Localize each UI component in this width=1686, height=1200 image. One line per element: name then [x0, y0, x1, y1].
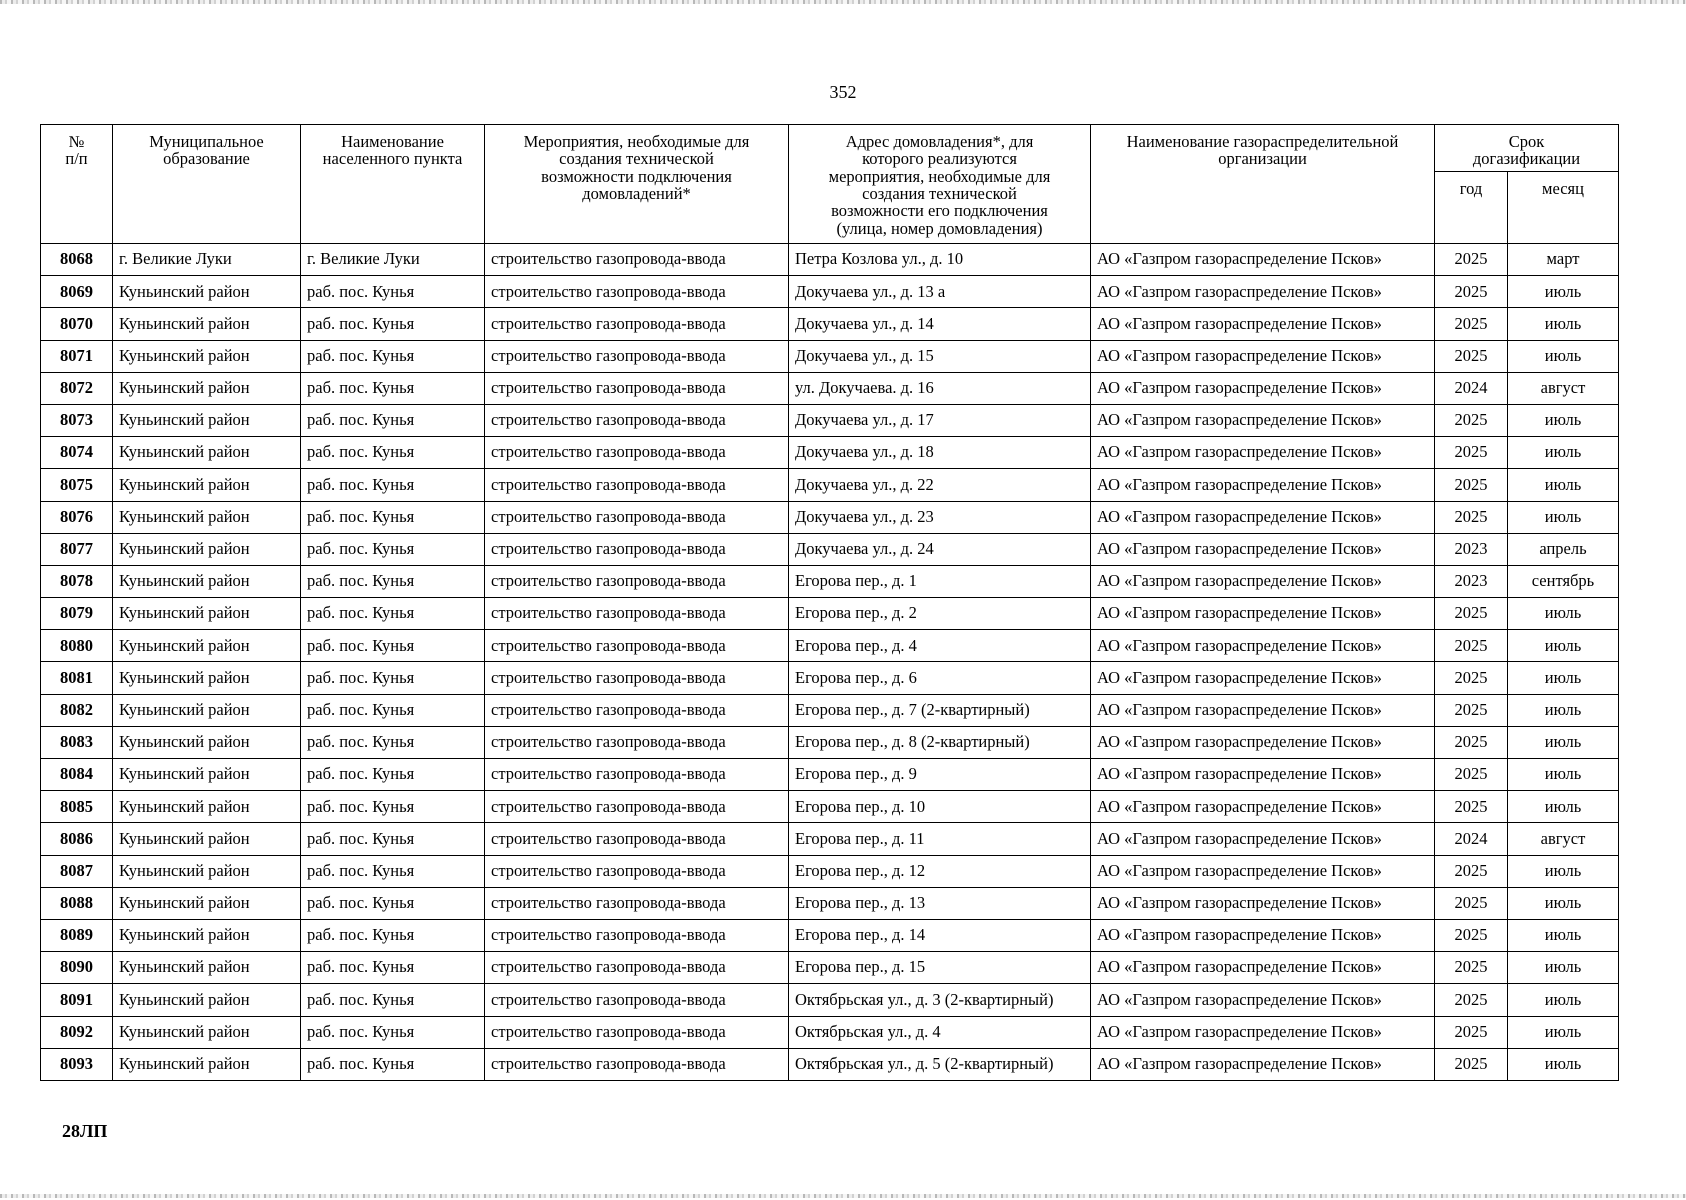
cell-num: 8074 [41, 437, 113, 469]
cell-measures: строительство газопровода-ввода [485, 726, 789, 758]
cell-municipality: Куньинский район [113, 952, 301, 984]
cell-settlement: раб. пос. Кунья [301, 887, 485, 919]
cell-num: 8082 [41, 694, 113, 726]
cell-month: июль [1508, 919, 1619, 951]
cell-organization: АО «Газпром газораспределение Псков» [1091, 630, 1435, 662]
cell-settlement: г. Великие Луки [301, 244, 485, 276]
cell-year: 2023 [1435, 565, 1508, 597]
cell-address: Егорова пер., д. 13 [789, 887, 1091, 919]
cell-organization: АО «Газпром газораспределение Псков» [1091, 726, 1435, 758]
table-row [41, 276, 1619, 308]
cell-month: август [1508, 823, 1619, 855]
cell-month: июль [1508, 469, 1619, 501]
cell-settlement: раб. пос. Кунья [301, 565, 485, 597]
cell-measures: строительство газопровода-ввода [485, 437, 789, 469]
cell-settlement: раб. пос. Кунья [301, 1048, 485, 1080]
cell-municipality: Куньинский район [113, 630, 301, 662]
cell-settlement: раб. пос. Кунья [301, 340, 485, 372]
cell-measures: строительство газопровода-ввода [485, 565, 789, 597]
cell-settlement: раб. пос. Кунья [301, 726, 485, 758]
cell-year: 2025 [1435, 630, 1508, 662]
cell-municipality: Куньинский район [113, 404, 301, 436]
cell-municipality: Куньинский район [113, 823, 301, 855]
cell-settlement: раб. пос. Кунья [301, 501, 485, 533]
cell-municipality: Куньинский район [113, 469, 301, 501]
cell-month: июль [1508, 437, 1619, 469]
cell-measures: строительство газопровода-ввода [485, 404, 789, 436]
cell-address: Докучаева ул., д. 13 а [789, 276, 1091, 308]
cell-municipality: Куньинский район [113, 1048, 301, 1080]
gasification-table [40, 124, 1619, 1081]
cell-settlement: раб. пос. Кунья [301, 276, 485, 308]
cell-address: ул. Докучаева. д. 16 [789, 372, 1091, 404]
cell-organization: АО «Газпром газораспределение Псков» [1091, 823, 1435, 855]
cell-year: 2025 [1435, 952, 1508, 984]
table-row [41, 694, 1619, 726]
cell-address: Егорова пер., д. 10 [789, 791, 1091, 823]
cell-municipality: Куньинский район [113, 759, 301, 791]
cell-measures: строительство газопровода-ввода [485, 308, 789, 340]
cell-address: Докучаева ул., д. 24 [789, 533, 1091, 565]
cell-municipality: Куньинский район [113, 340, 301, 372]
cell-address: Егорова пер., д. 7 (2-квартирный) [789, 694, 1091, 726]
cell-month: июль [1508, 308, 1619, 340]
cell-year: 2025 [1435, 437, 1508, 469]
cell-settlement: раб. пос. Кунья [301, 437, 485, 469]
cell-num: 8081 [41, 662, 113, 694]
cell-organization: АО «Газпром газораспределение Псков» [1091, 694, 1435, 726]
cell-organization: АО «Газпром газораспределение Псков» [1091, 404, 1435, 436]
cell-organization: АО «Газпром газораспределение Псков» [1091, 533, 1435, 565]
cell-num: 8084 [41, 759, 113, 791]
header-year: год [1435, 172, 1508, 244]
table-row [41, 308, 1619, 340]
cell-year: 2025 [1435, 244, 1508, 276]
cell-num: 8071 [41, 340, 113, 372]
cell-month: сентябрь [1508, 565, 1619, 597]
cell-num: 8093 [41, 1048, 113, 1080]
cell-organization: АО «Газпром газораспределение Псков» [1091, 598, 1435, 630]
cell-organization: АО «Газпром газораспределение Псков» [1091, 984, 1435, 1016]
cell-year: 2025 [1435, 598, 1508, 630]
cell-address: Докучаева ул., д. 14 [789, 308, 1091, 340]
cell-settlement: раб. пос. Кунья [301, 469, 485, 501]
cell-municipality: г. Великие Луки [113, 244, 301, 276]
cell-address: Егорова пер., д. 2 [789, 598, 1091, 630]
cell-settlement: раб. пос. Кунья [301, 694, 485, 726]
cell-address: Егорова пер., д. 11 [789, 823, 1091, 855]
cell-year: 2024 [1435, 823, 1508, 855]
cell-municipality: Куньинский район [113, 437, 301, 469]
cell-address: Петра Козлова ул., д. 10 [789, 244, 1091, 276]
cell-organization: АО «Газпром газораспределение Псков» [1091, 952, 1435, 984]
cell-organization: АО «Газпром газораспределение Псков» [1091, 565, 1435, 597]
cell-municipality: Куньинский район [113, 598, 301, 630]
cell-month: июль [1508, 887, 1619, 919]
cell-month: июль [1508, 855, 1619, 887]
cell-settlement: раб. пос. Кунья [301, 919, 485, 951]
cell-month: июль [1508, 501, 1619, 533]
scan-edge-bottom [0, 1194, 1686, 1198]
table-row [41, 598, 1619, 630]
cell-month: июль [1508, 1016, 1619, 1048]
cell-address: Докучаева ул., д. 23 [789, 501, 1091, 533]
cell-settlement: раб. пос. Кунья [301, 791, 485, 823]
table-row [41, 244, 1619, 276]
cell-measures: строительство газопровода-ввода [485, 244, 789, 276]
cell-address: Докучаева ул., д. 22 [789, 469, 1091, 501]
cell-num: 8079 [41, 598, 113, 630]
header-address: Адрес домовладения*, для которого реализуются мероприятия, необходимые для создания технической возможности его подключения (улица, номер домовладения) [789, 125, 1091, 244]
cell-year: 2025 [1435, 501, 1508, 533]
cell-num: 8090 [41, 952, 113, 984]
cell-month: июль [1508, 952, 1619, 984]
cell-settlement: раб. пос. Кунья [301, 598, 485, 630]
cell-num: 8073 [41, 404, 113, 436]
cell-address: Октябрьская ул., д. 3 (2-квартирный) [789, 984, 1091, 1016]
cell-year: 2025 [1435, 855, 1508, 887]
table-row [41, 340, 1619, 372]
header-month: месяц [1508, 172, 1619, 244]
cell-year: 2025 [1435, 404, 1508, 436]
cell-settlement: раб. пос. Кунья [301, 630, 485, 662]
cell-num: 8083 [41, 726, 113, 758]
cell-month: июль [1508, 694, 1619, 726]
cell-num: 8086 [41, 823, 113, 855]
cell-measures: строительство газопровода-ввода [485, 598, 789, 630]
cell-year: 2025 [1435, 791, 1508, 823]
header-settlement: Наименование населенного пункта [301, 125, 485, 244]
cell-municipality: Куньинский район [113, 726, 301, 758]
cell-num: 8080 [41, 630, 113, 662]
cell-address: Егорова пер., д. 15 [789, 952, 1091, 984]
table-row [41, 887, 1619, 919]
cell-organization: АО «Газпром газораспределение Псков» [1091, 855, 1435, 887]
cell-num: 8078 [41, 565, 113, 597]
cell-month: июль [1508, 759, 1619, 791]
cell-month: апрель [1508, 533, 1619, 565]
cell-num: 8091 [41, 984, 113, 1016]
cell-organization: АО «Газпром газораспределение Псков» [1091, 501, 1435, 533]
cell-num: 8068 [41, 244, 113, 276]
table-row [41, 1016, 1619, 1048]
cell-address: Егорова пер., д. 8 (2-квартирный) [789, 726, 1091, 758]
table-row [41, 919, 1619, 951]
cell-address: Егорова пер., д. 4 [789, 630, 1091, 662]
scan-edge-top [0, 0, 1686, 4]
cell-municipality: Куньинский район [113, 372, 301, 404]
table-row [41, 662, 1619, 694]
cell-settlement: раб. пос. Кунья [301, 372, 485, 404]
cell-measures: строительство газопровода-ввода [485, 855, 789, 887]
document-code: 28ЛП [62, 1121, 108, 1141]
cell-measures: строительство газопровода-ввода [485, 276, 789, 308]
cell-address: Егорова пер., д. 9 [789, 759, 1091, 791]
cell-month: июль [1508, 726, 1619, 758]
cell-organization: АО «Газпром газораспределение Псков» [1091, 244, 1435, 276]
cell-municipality: Куньинский район [113, 308, 301, 340]
cell-municipality: Куньинский район [113, 791, 301, 823]
header-municipality: Муниципальное образование [113, 125, 301, 244]
cell-settlement: раб. пос. Кунья [301, 759, 485, 791]
cell-address: Докучаева ул., д. 18 [789, 437, 1091, 469]
cell-measures: строительство газопровода-ввода [485, 340, 789, 372]
cell-municipality: Куньинский район [113, 533, 301, 565]
table-row [41, 565, 1619, 597]
cell-measures: строительство газопровода-ввода [485, 662, 789, 694]
header-num: № п/п [41, 125, 113, 244]
table-row [41, 759, 1619, 791]
table-row [41, 501, 1619, 533]
cell-address: Егорова пер., д. 1 [789, 565, 1091, 597]
cell-year: 2025 [1435, 887, 1508, 919]
cell-month: август [1508, 372, 1619, 404]
cell-month: июль [1508, 662, 1619, 694]
cell-organization: АО «Газпром газораспределение Псков» [1091, 340, 1435, 372]
cell-measures: строительство газопровода-ввода [485, 823, 789, 855]
cell-num: 8077 [41, 533, 113, 565]
cell-address: Докучаева ул., д. 17 [789, 404, 1091, 436]
table-row [41, 1048, 1619, 1080]
cell-organization: АО «Газпром газораспределение Псков» [1091, 308, 1435, 340]
header-deadline: Срок догазификации [1435, 125, 1619, 172]
cell-month: июль [1508, 630, 1619, 662]
cell-year: 2025 [1435, 759, 1508, 791]
cell-municipality: Куньинский район [113, 984, 301, 1016]
cell-month: июль [1508, 1048, 1619, 1080]
cell-settlement: раб. пос. Кунья [301, 984, 485, 1016]
table-row [41, 630, 1619, 662]
cell-measures: строительство газопровода-ввода [485, 630, 789, 662]
table-body [41, 244, 1619, 1081]
cell-year: 2025 [1435, 694, 1508, 726]
cell-year: 2025 [1435, 662, 1508, 694]
cell-settlement: раб. пос. Кунья [301, 308, 485, 340]
cell-year: 2025 [1435, 984, 1508, 1016]
cell-year: 2025 [1435, 276, 1508, 308]
cell-num: 8087 [41, 855, 113, 887]
cell-year: 2025 [1435, 1016, 1508, 1048]
cell-month: март [1508, 244, 1619, 276]
cell-num: 8075 [41, 469, 113, 501]
cell-organization: АО «Газпром газораспределение Псков» [1091, 662, 1435, 694]
cell-organization: АО «Газпром газораспределение Псков» [1091, 437, 1435, 469]
table-row [41, 533, 1619, 565]
cell-month: июль [1508, 276, 1619, 308]
cell-municipality: Куньинский район [113, 276, 301, 308]
table-row [41, 855, 1619, 887]
cell-organization: АО «Газпром газораспределение Псков» [1091, 372, 1435, 404]
cell-year: 2025 [1435, 469, 1508, 501]
cell-organization: АО «Газпром газораспределение Псков» [1091, 759, 1435, 791]
cell-measures: строительство газопровода-ввода [485, 984, 789, 1016]
cell-month: июль [1508, 404, 1619, 436]
cell-settlement: раб. пос. Кунья [301, 952, 485, 984]
cell-num: 8089 [41, 919, 113, 951]
cell-measures: строительство газопровода-ввода [485, 501, 789, 533]
cell-settlement: раб. пос. Кунья [301, 404, 485, 436]
table-row [41, 823, 1619, 855]
cell-municipality: Куньинский район [113, 694, 301, 726]
cell-month: июль [1508, 598, 1619, 630]
cell-settlement: раб. пос. Кунья [301, 1016, 485, 1048]
cell-settlement: раб. пос. Кунья [301, 855, 485, 887]
cell-year: 2025 [1435, 919, 1508, 951]
cell-measures: строительство газопровода-ввода [485, 1016, 789, 1048]
cell-measures: строительство газопровода-ввода [485, 759, 789, 791]
table-row [41, 791, 1619, 823]
table-row [41, 984, 1619, 1016]
table-row [41, 437, 1619, 469]
cell-num: 8072 [41, 372, 113, 404]
cell-organization: АО «Газпром газораспределение Псков» [1091, 1016, 1435, 1048]
cell-municipality: Куньинский район [113, 1016, 301, 1048]
cell-num: 8070 [41, 308, 113, 340]
page-number: 352 [829, 82, 857, 102]
cell-organization: АО «Газпром газораспределение Псков» [1091, 791, 1435, 823]
cell-address: Докучаева ул., д. 15 [789, 340, 1091, 372]
cell-settlement: раб. пос. Кунья [301, 533, 485, 565]
cell-year: 2023 [1435, 533, 1508, 565]
cell-month: июль [1508, 791, 1619, 823]
cell-municipality: Куньинский район [113, 919, 301, 951]
cell-year: 2024 [1435, 372, 1508, 404]
cell-measures: строительство газопровода-ввода [485, 533, 789, 565]
cell-measures: строительство газопровода-ввода [485, 919, 789, 951]
cell-address: Егорова пер., д. 12 [789, 855, 1091, 887]
table-row [41, 469, 1619, 501]
cell-measures: строительство газопровода-ввода [485, 372, 789, 404]
cell-measures: строительство газопровода-ввода [485, 887, 789, 919]
cell-measures: строительство газопровода-ввода [485, 791, 789, 823]
cell-organization: АО «Газпром газораспределение Псков» [1091, 919, 1435, 951]
cell-month: июль [1508, 984, 1619, 1016]
cell-num: 8088 [41, 887, 113, 919]
cell-municipality: Куньинский район [113, 887, 301, 919]
cell-num: 8092 [41, 1016, 113, 1048]
cell-organization: АО «Газпром газораспределение Псков» [1091, 1048, 1435, 1080]
cell-organization: АО «Газпром газораспределение Псков» [1091, 469, 1435, 501]
cell-address: Октябрьская ул., д. 4 [789, 1016, 1091, 1048]
table-row [41, 404, 1619, 436]
cell-num: 8069 [41, 276, 113, 308]
header-organization: Наименование газораспределительной организации [1091, 125, 1435, 244]
cell-year: 2025 [1435, 1048, 1508, 1080]
cell-settlement: раб. пос. Кунья [301, 823, 485, 855]
table-row [41, 372, 1619, 404]
cell-municipality: Куньинский район [113, 565, 301, 597]
cell-municipality: Куньинский район [113, 501, 301, 533]
cell-municipality: Куньинский район [113, 662, 301, 694]
cell-num: 8085 [41, 791, 113, 823]
table-row [41, 726, 1619, 758]
cell-address: Егорова пер., д. 6 [789, 662, 1091, 694]
cell-num: 8076 [41, 501, 113, 533]
cell-municipality: Куньинский район [113, 855, 301, 887]
cell-organization: АО «Газпром газораспределение Псков» [1091, 887, 1435, 919]
cell-year: 2025 [1435, 726, 1508, 758]
cell-measures: строительство газопровода-ввода [485, 469, 789, 501]
cell-year: 2025 [1435, 308, 1508, 340]
cell-year: 2025 [1435, 340, 1508, 372]
cell-organization: АО «Газпром газораспределение Псков» [1091, 276, 1435, 308]
header-measures: Мероприятия, необходимые для создания технической возможности подключения домовладений* [485, 125, 789, 244]
cell-settlement: раб. пос. Кунья [301, 662, 485, 694]
cell-address: Егорова пер., д. 14 [789, 919, 1091, 951]
cell-measures: строительство газопровода-ввода [485, 694, 789, 726]
cell-month: июль [1508, 340, 1619, 372]
cell-measures: строительство газопровода-ввода [485, 1048, 789, 1080]
cell-address: Октябрьская ул., д. 5 (2-квартирный) [789, 1048, 1091, 1080]
cell-measures: строительство газопровода-ввода [485, 952, 789, 984]
table-row [41, 952, 1619, 984]
